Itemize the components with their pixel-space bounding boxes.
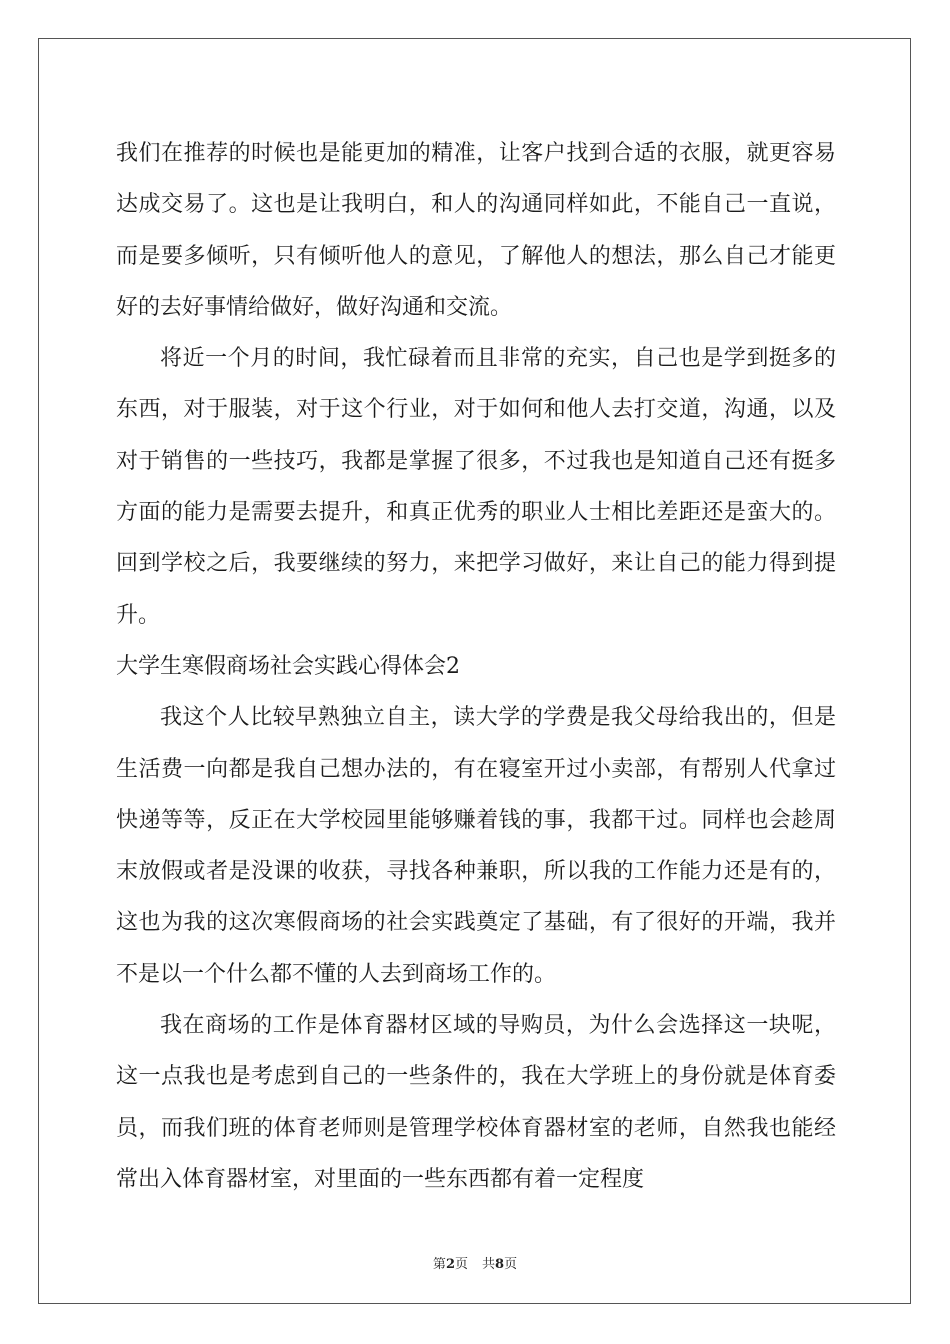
total-pages: 8 bbox=[495, 1257, 505, 1272]
document-body bbox=[116, 128, 836, 1205]
paragraph: 我这个人比较早熟独立自主，读大学的学费是我父母给我出的，但是生活费一向都是我自己想办法的，有在寝室开过小卖部，有帮别人代拿过快递等等，反正在大学校园里能够赚着钱的事，我都干过。同样也会趁周末放假或者是没课的收获，寻找各种兼职，所以我的工作能力还是有的，这也为我的这次寒假商场的社会实践奠定了基础，有了很好的开端，我并不是以一个什么都不懂的人去到商场工作的。 bbox=[116, 705, 836, 987]
page-suffix: 页 bbox=[454, 1257, 468, 1272]
page-footer bbox=[0, 1253, 950, 1272]
paragraph-continuation: 我们在推荐的时候也是能更加的精准，让客户找到合适的衣服，就更容易达成交易了。这也是让我明白，和人的沟通同样如此，不能自己一直说，而是要多倾听，只有倾听他人的意见，了解他人的想法，那么自己才能更好的去好事情给做好，做好沟通和交流。 bbox=[116, 141, 836, 320]
page-number: 2 bbox=[445, 1257, 455, 1272]
paragraph: 将近一个月的时间，我忙碌着而且非常的充实，自己也是学到挺多的东西，对于服装，对于这个行业，对于如何和他人去打交道，沟通，以及对于销售的一些技巧，我都是掌握了很多，不过我也是知道自己还有挺多方面的能力是需要去提升，和真正优秀的职业人士相比差距还是蛮大的。回到学校之后，我要继续的努力，来把学习做好，来让自己的能力得到提升。 bbox=[116, 346, 836, 628]
paragraph: 我在商场的工作是体育器材区域的导购员，为什么会选择这一块呢，这一点我也是考虑到自己的一些条件的，我在大学班上的身份就是体育委员，而我们班的体育老师则是管理学校体育器材室的老师，自然我也能经常出入体育器材室，对里面的一些东西都有着一定程度 bbox=[116, 1013, 836, 1192]
total-prefix: 共 bbox=[482, 1257, 496, 1272]
section-title: 大学生寒假商场社会实践心得体会2 bbox=[116, 653, 460, 679]
page-prefix: 第 bbox=[432, 1257, 446, 1272]
total-suffix: 页 bbox=[504, 1257, 518, 1272]
